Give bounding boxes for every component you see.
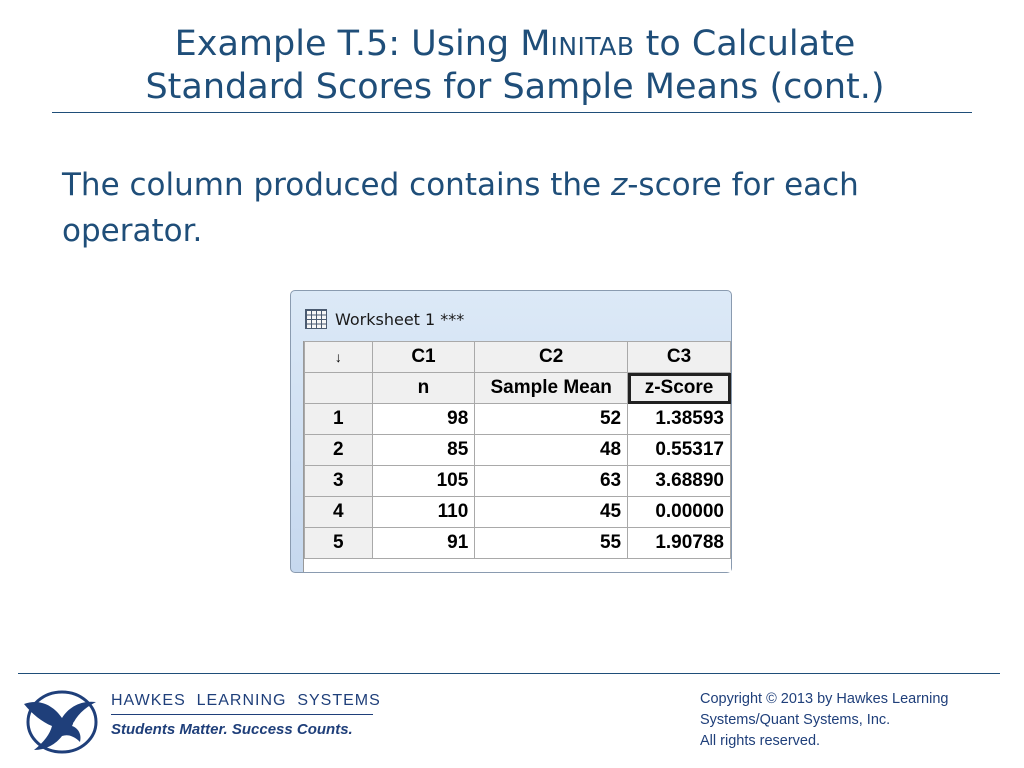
title-text-line2: Standard Scores for Sample Means (cont.) <box>145 67 885 107</box>
copyright-line2: Systems/Quant Systems, Inc. <box>700 712 891 728</box>
title-divider <box>52 112 972 113</box>
cell-c2[interactable]: 45 <box>475 497 628 528</box>
body-text-before: The column produced contains the <box>62 167 611 203</box>
row-header[interactable]: 2 <box>305 435 373 466</box>
row-header[interactable]: 5 <box>305 528 373 559</box>
hawk-logo-icon <box>20 684 100 756</box>
cell-c1[interactable]: 105 <box>372 466 475 497</box>
cell-c2[interactable]: 55 <box>475 528 628 559</box>
brand-divider <box>111 714 373 715</box>
table-row <box>305 435 731 466</box>
table-row <box>305 528 731 559</box>
worksheet-table <box>304 341 731 559</box>
column-header-c2[interactable]: C2 <box>475 342 628 373</box>
worksheet-grid-icon <box>305 309 327 329</box>
copyright-line1: Copyright © 2013 by Hawkes Learning <box>700 691 949 707</box>
body-text-after: -score for each operator. <box>62 167 859 249</box>
column-name-c1[interactable]: n <box>372 373 475 404</box>
cell-c1[interactable]: 91 <box>372 528 475 559</box>
title-text-part2: to Calculate <box>634 24 856 64</box>
cell-c3[interactable]: 1.38593 <box>628 404 731 435</box>
body-text-italic: z <box>610 167 628 203</box>
cell-c3[interactable]: 0.00000 <box>628 497 731 528</box>
table-row <box>305 404 731 435</box>
column-name-c2[interactable]: Sample Mean <box>475 373 628 404</box>
slide-title <box>60 24 970 107</box>
brand-tagline: Students Matter. Success Counts. <box>111 721 353 738</box>
worksheet-title: Worksheet 1 *** <box>335 309 465 329</box>
cell-c3[interactable]: 0.55317 <box>628 435 731 466</box>
cell-c3[interactable]: 1.90788 <box>628 528 731 559</box>
worksheet-grid[interactable] <box>303 341 731 572</box>
column-header-c1[interactable]: C1 <box>372 342 475 373</box>
copyright-line3: All rights reserved. <box>700 733 821 749</box>
row-header[interactable]: 1 <box>305 404 373 435</box>
cell-c2[interactable]: 52 <box>475 404 628 435</box>
name-row-corner <box>305 373 373 404</box>
row-header[interactable]: 4 <box>305 497 373 528</box>
cell-c2[interactable]: 63 <box>475 466 628 497</box>
worksheet-window[interactable] <box>290 290 732 573</box>
row-header[interactable]: 3 <box>305 466 373 497</box>
body-paragraph <box>62 162 962 254</box>
cell-c1[interactable]: 110 <box>372 497 475 528</box>
table-row <box>305 466 731 497</box>
data-direction-arrow-icon[interactable]: ↓ <box>305 342 373 373</box>
column-name-row <box>305 373 731 404</box>
title-text-part1: Example T.5: Using M <box>174 24 551 64</box>
title-text-minitab: INITAB <box>550 32 635 61</box>
cell-c1[interactable]: 98 <box>372 404 475 435</box>
footer-divider <box>18 673 1000 674</box>
table-row <box>305 497 731 528</box>
column-name-c3-selected[interactable]: z-Score <box>628 373 731 404</box>
cell-c1[interactable]: 85 <box>372 435 475 466</box>
brand-name: HAWKES LEARNING SYSTEMS <box>111 692 381 709</box>
column-header-c3[interactable]: C3 <box>628 342 731 373</box>
column-id-row <box>305 342 731 373</box>
copyright-notice <box>700 689 1010 752</box>
worksheet-title-bar[interactable] <box>305 307 464 331</box>
cell-c3[interactable]: 3.68890 <box>628 466 731 497</box>
cell-c2[interactable]: 48 <box>475 435 628 466</box>
